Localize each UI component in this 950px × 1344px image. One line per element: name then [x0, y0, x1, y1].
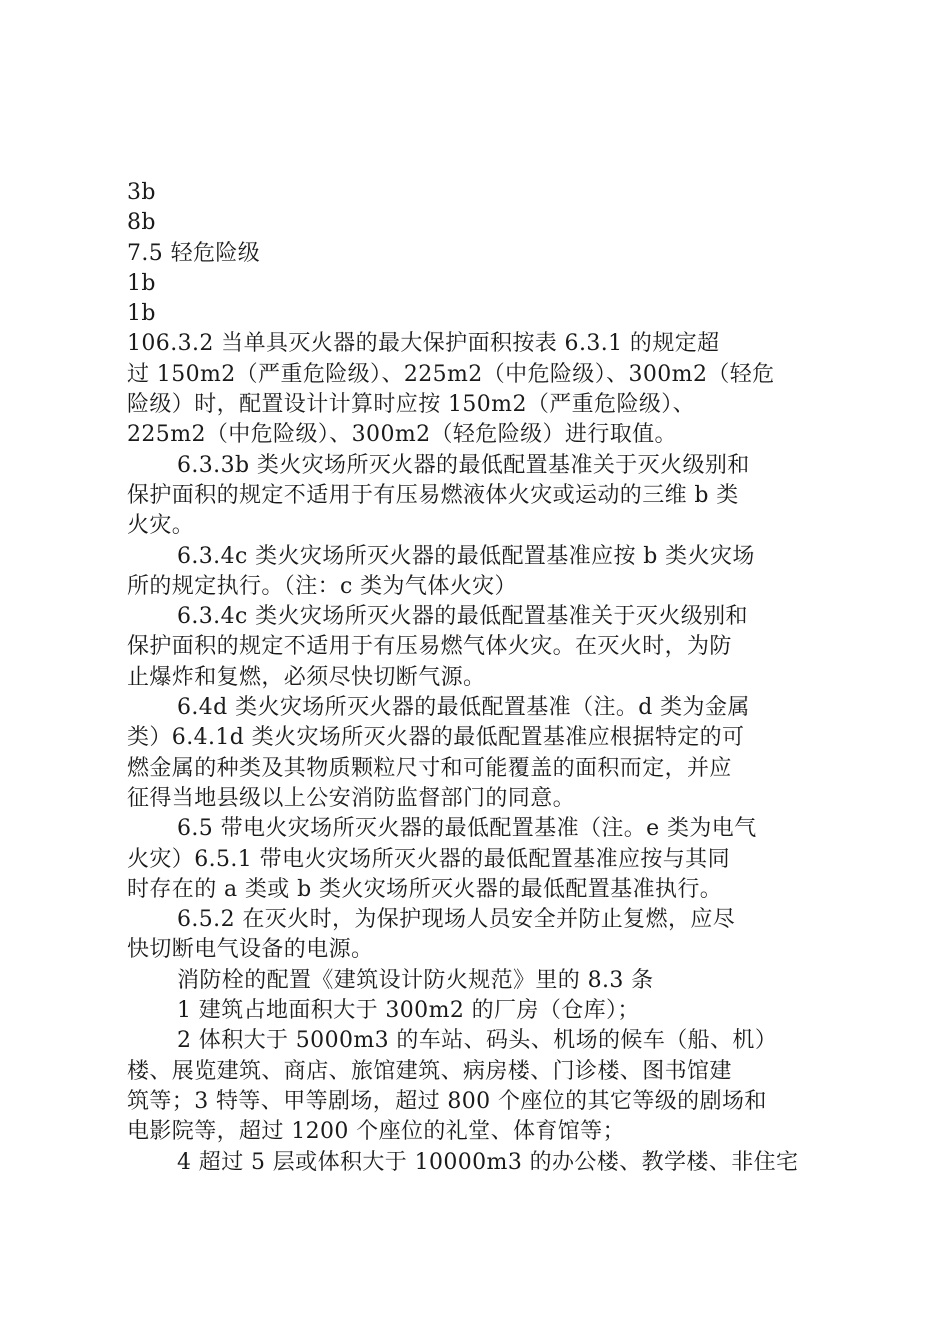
paragraph-line: 过 150m2（严重危险级）、225m2（中危险级）、300m2（轻危: [127, 361, 775, 387]
paragraph-line: 楼、展览建筑、商店、旅馆建筑、病房楼、门诊楼、图书馆建: [127, 1058, 732, 1084]
text-line: 1b: [127, 270, 156, 296]
text-line: 3b: [127, 180, 156, 205]
paragraph-line: 消防栓的配置《建筑设计防火规范》里的 8.3 条: [177, 967, 654, 993]
paragraph-line: 止爆炸和复燃，必须尽快切断气源。: [127, 664, 486, 690]
paragraph-line: 类）6.4.1d 类火灾场所灭火器的最低配置基准应根据特定的可: [127, 725, 745, 751]
paragraph-line: 106.3.2 当单具灭火器的最大保护面积按表 6.3.1 的规定超: [127, 331, 720, 357]
paragraph-line: 征得当地县级以上公安消防监督部门的同意。: [127, 785, 576, 811]
paragraph-line: 快切断电气设备的电源。: [127, 937, 374, 963]
paragraph-line: 险级）时，配置设计计算时应按 150m2（严重危险级）、: [127, 392, 696, 418]
paragraph-line: 火灾）6.5.1 带电火灾场所灭火器的最低配置基准应按与其同: [127, 846, 730, 872]
paragraph-line: 所的规定执行。（注：c 类为气体火灾）: [127, 573, 517, 599]
paragraph-line: 6.5 带电火灾场所灭火器的最低配置基准（注。e 类为电气: [177, 816, 757, 842]
paragraph-line: 225m2（中危险级）、300m2（轻危险级）进行取值。: [127, 422, 677, 448]
paragraph-line: 6.3.3b 类火灾场所灭火器的最低配置基准关于灭火级别和: [177, 452, 750, 478]
paragraph-line: 燃金属的种类及其物质颗粒尺寸和可能覆盖的面积而定，并应: [127, 755, 732, 781]
document-body: [127, 178, 833, 1178]
text-line: 7.5 轻危险级: [127, 240, 261, 266]
paragraph-line: 保护面积的规定不适用于有压易燃气体火灾。在灭火时，为防: [127, 634, 732, 660]
paragraph-line: 6.5.2 在灭火时，为保护现场人员安全并防止复燃，应尽: [177, 907, 736, 933]
paragraph-line: 保护面积的规定不适用于有压易燃液体火灾或运动的三维 b 类: [127, 482, 739, 508]
paragraph-line: 电影院等，超过 1200 个座位的礼堂、体育馆等；: [127, 1119, 625, 1145]
paragraph-line: 2 体积大于 5000m3 的车站、码头、机场的候车（船、机）: [177, 1028, 778, 1054]
paragraph-line: 1 建筑占地面积大于 300m2 的厂房（仓库）；: [177, 998, 640, 1024]
paragraph-line: 时存在的 a 类或 b 类火灾场所灭火器的最低配置基准执行。: [127, 876, 723, 902]
paragraph-line: 4 超过 5 层或体积大于 10000m3 的办公楼、教学楼、非住宅: [177, 1149, 799, 1175]
text-line: 1b: [127, 301, 156, 327]
paragraph-line: 6.3.4c 类火灾场所灭火器的最低配置基准关于灭火级别和: [177, 604, 748, 630]
paragraph-line: 6.3.4c 类火灾场所灭火器的最低配置基准应按 b 类火灾场: [177, 543, 755, 569]
paragraph-line: 火灾。: [127, 513, 195, 539]
paragraph-line: 筑等；3 特等、甲等剧场，超过 800 个座位的其它等级的剧场和: [127, 1088, 767, 1114]
paragraph-line: 6.4d 类火灾场所灭火器的最低配置基准（注。d 类为金属: [177, 695, 750, 721]
text-line: 8b: [127, 210, 156, 236]
